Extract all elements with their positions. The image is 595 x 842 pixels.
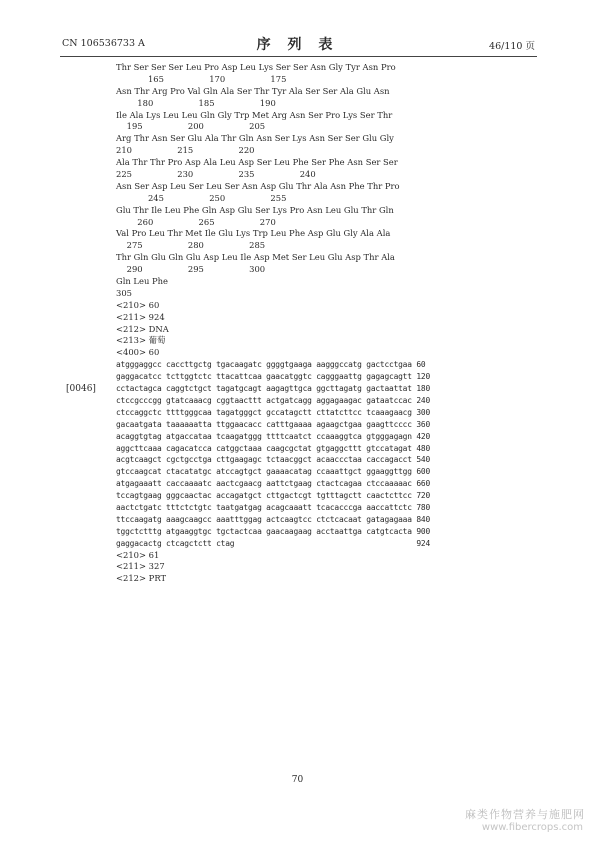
sequence-line: 210 215 220 <box>116 145 255 156</box>
sequence-line: <210> 60 <box>116 299 160 310</box>
dna-sequence-line: aggcttcaaa cagacatcca catggctaaa caagcgctat gtgaggcttt gtccatagat 480 <box>116 443 430 453</box>
sequence-line: 225 230 235 240 <box>116 169 316 180</box>
sequence-line: 260 265 270 <box>116 216 276 227</box>
sequence-line: <210> 61 <box>116 549 160 560</box>
dna-sequence-line: acaggtgtag atgaccataa tcaagatggg ttttcaatct ccaaaggtca gtgggagagn 420 <box>116 431 430 441</box>
sequence-line: Ile Ala Lys Leu Leu Gln Gly Trp Met Arg Asn Ser Pro Lys Ser Thr <box>116 109 393 120</box>
sequence-line: 165 170 175 <box>116 73 287 84</box>
sequence-line: <212> PRT <box>116 573 167 584</box>
sequence-line: <211> 327 <box>116 561 165 572</box>
dna-sequence-line: atgggaggcc caccttgctg tgacaagatc ggggtgaaga aagggccatg gactcctgaa 60 <box>116 360 426 370</box>
dna-sequence-line: tggctctttg atgaaggtgc tgctactcaa gaacaagaag acctaattga catgtcacta 900 <box>116 526 430 536</box>
sequence-line: Asn Thr Arg Pro Val Gln Ala Ser Thr Tyr Ala Ser Ser Ala Glu Asn <box>116 85 390 96</box>
sequence-line: Gln Leu Phe <box>116 276 168 287</box>
dna-sequence-line: ctccgcccgg gtatcaaacg cggtaacttt actgatcagg aggagaagac gataatccac 240 <box>116 395 430 405</box>
sequence-line: Asn Ser Asp Leu Ser Leu Ser Asn Asp Glu Thr Ala Asn Phe Thr Pro <box>116 180 400 191</box>
sequence-line: 290 295 300 <box>116 264 266 275</box>
dna-sequence-line: acgtcaagct cgctgcctga cttgaagagc tctaacggct acaaccctaa caccagacct 540 <box>116 455 430 465</box>
sequence-line: 245 250 255 <box>116 192 287 203</box>
page-number: 70 <box>291 775 304 785</box>
dna-sequence-line: gtccaagcat ctacatatgc atccagtgct gaaaacatag ccaaattgct ggaaggttgg 600 <box>116 467 430 477</box>
dna-sequence-line: atgagaaatt caccaaaatc aactcgaacg aattctgaag ctactcagaa ctccaaaaac 660 <box>116 479 430 489</box>
sequence-line: Arg Thr Asn Ser Glu Ala Thr Gln Asn Ser Lys Asn Ser Ser Glu Gly <box>116 133 394 144</box>
sequence-line: <212> DNA <box>116 323 169 334</box>
sequence-listing <box>116 62 476 585</box>
sequence-line: 195 200 205 <box>116 121 266 132</box>
sequence-line: 180 185 190 <box>116 97 276 108</box>
sequence-line: <213> 葡萄 <box>116 335 166 346</box>
header-rule <box>60 56 537 57</box>
dna-sequence-line: ttccaagatg aaagcaagcc aaatttggag actcaagtcc ctctcacaat gatagagaaa 840 <box>116 514 430 524</box>
dna-sequence-line: aactctgatc tttctctgtc taatgatgag acagcaaatt tcacacccga aaccattctc 780 <box>116 502 430 512</box>
sequence-line: <400> 60 <box>116 347 160 358</box>
watermark-url: www.fibercrops.com <box>481 822 583 833</box>
sequence-line: <211> 924 <box>116 311 165 322</box>
dna-sequence-line: ctccaggctc ttttgggcaa tagatgggct gccatagctt cttatcttcc tcaaagaacg 300 <box>116 407 430 417</box>
sequence-line: Val Pro Leu Thr Met Ile Glu Lys Trp Leu Phe Asp Glu Gly Ala Ala <box>116 228 391 239</box>
dna-sequence-line: gaggacatcc tcttggtctc ttacattcaa gaacatggtc cagggaattg gagagcagtt 120 <box>116 372 430 382</box>
sequence-line: Ala Thr Thr Pro Asp Ala Leu Asp Ser Leu Phe Ser Phe Asn Ser Ser <box>116 157 398 168</box>
page-reference: 46/110 页 <box>489 41 535 52</box>
sequence-line: 275 280 285 <box>116 240 266 251</box>
dna-sequence-line: gaggacactg ctcagctctt ctag 924 <box>116 538 430 548</box>
patent-number: CN 106536733 A <box>62 38 145 49</box>
page-title: 序 列 表 <box>256 37 339 53</box>
sequence-line: Glu Thr Ile Leu Phe Gln Asp Glu Ser Lys Pro Asn Leu Glu Thr Gln <box>116 204 394 215</box>
sequence-line: Thr Ser Ser Ser Leu Pro Asp Leu Lys Ser Ser Asn Gly Tyr Asn Pro <box>116 62 396 72</box>
sequence-line: Thr Gln Glu Gln Glu Asp Leu Ile Asp Met Ser Leu Glu Asp Thr Ala <box>116 252 395 263</box>
paragraph-reference: [0046] <box>66 384 96 394</box>
dna-sequence-line: tccagtgaag gggcaactac accagatgct cttgactcgt tgtttagctt caactcttcc 720 <box>116 491 430 501</box>
watermark-chinese: 麻类作物营养与施肥网 <box>465 808 585 821</box>
dna-sequence-line: cctactagca caggtctgct tagatgcagt aagagttgca ggcttagatg gactaattat 180 <box>116 384 430 394</box>
sequence-line: 305 <box>116 287 132 298</box>
dna-sequence-line: gacaatgata taaaaaatta ttggaacacc catttgaaaa agaagctgaa gaagttcccc 360 <box>116 419 430 429</box>
